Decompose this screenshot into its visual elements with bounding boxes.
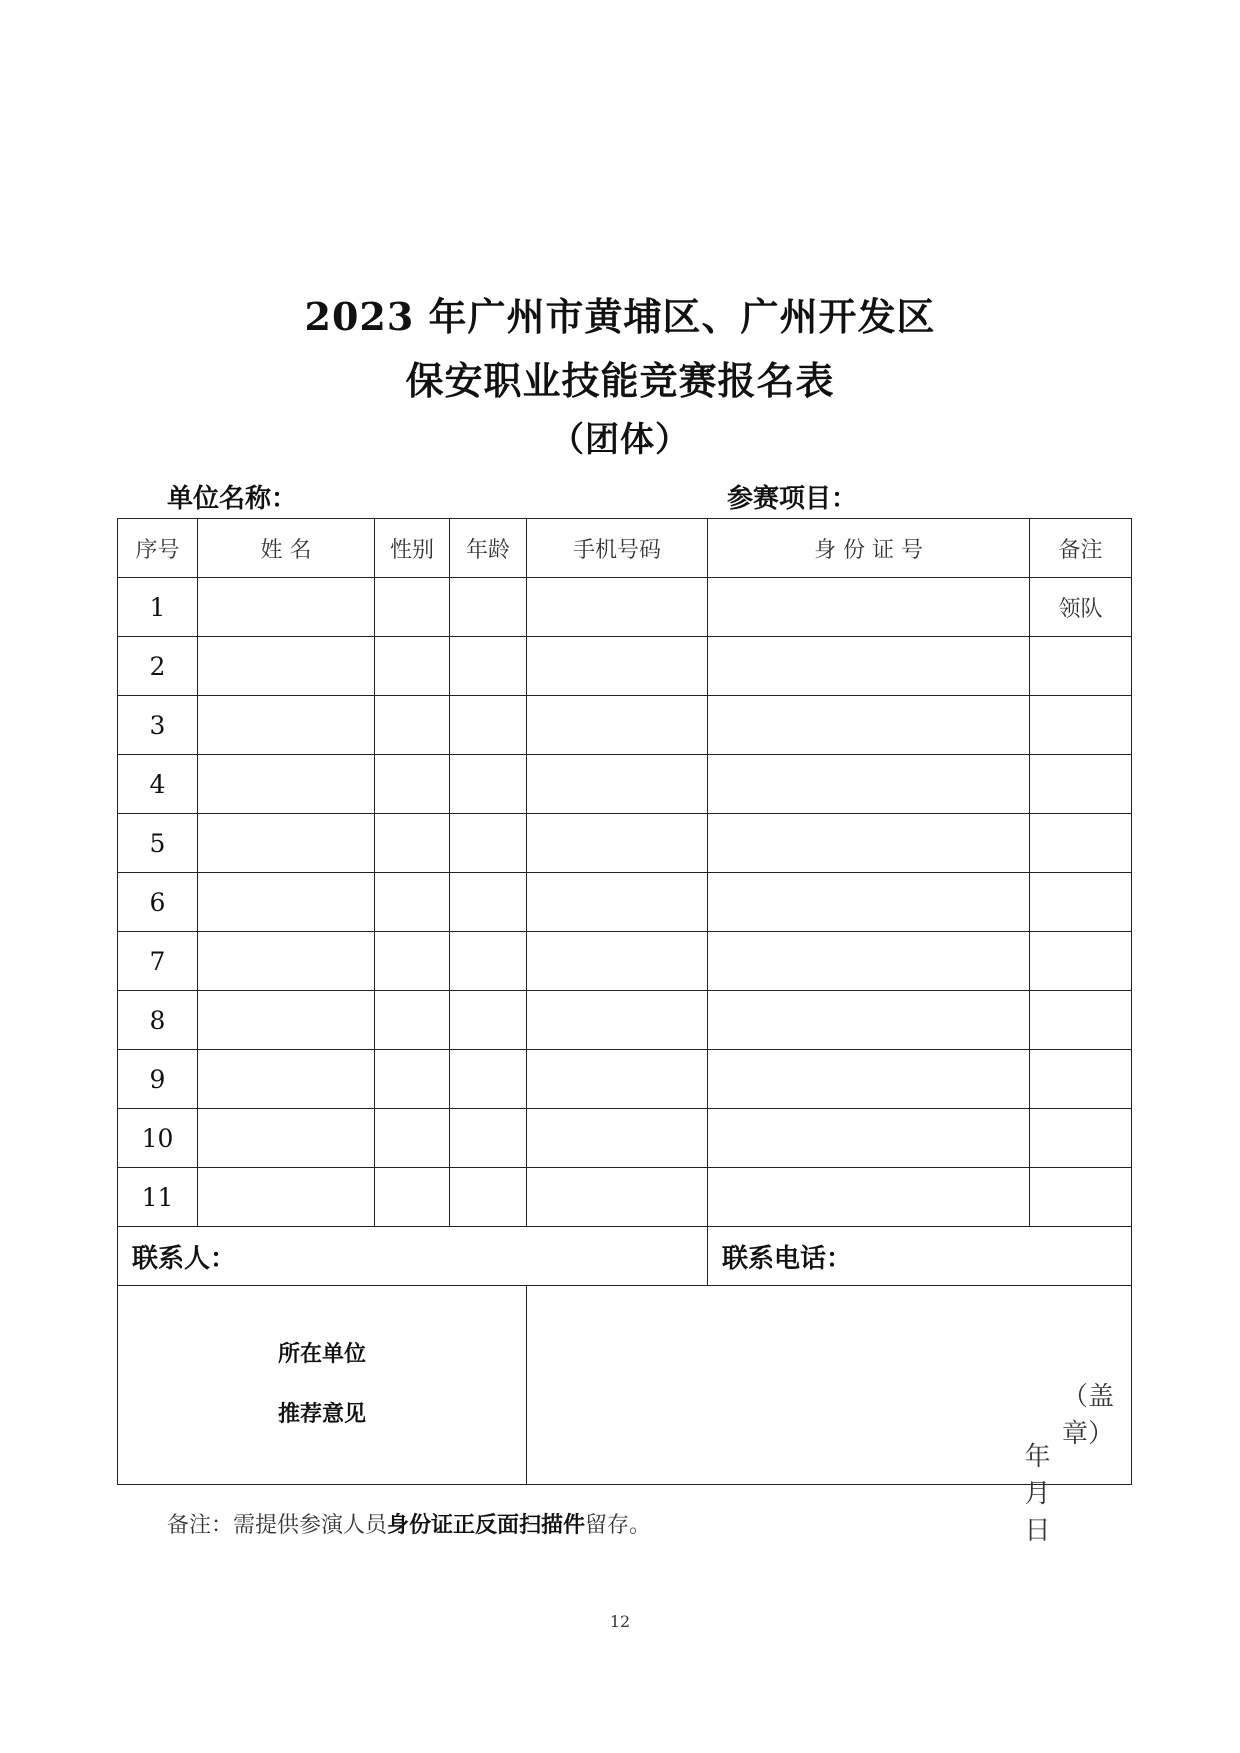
- row-age-cell[interactable]: [450, 1050, 527, 1109]
- footnote-bold: 身份证正反面扫描件: [387, 1513, 586, 1538]
- row-note-cell[interactable]: [1030, 1050, 1132, 1109]
- table-row: [118, 755, 1132, 814]
- row-number: 5: [118, 814, 198, 873]
- row-name-cell[interactable]: [198, 1050, 375, 1109]
- row-note-cell[interactable]: [1030, 637, 1132, 696]
- row-number: 9: [118, 1050, 198, 1109]
- footnote-prefix: 备注：需提供参演人员: [167, 1513, 388, 1538]
- row-note-cell[interactable]: 领队: [1030, 578, 1132, 637]
- row-name-cell[interactable]: [198, 814, 375, 873]
- table-row: [118, 873, 1132, 932]
- row-gender-cell[interactable]: [375, 873, 450, 932]
- row-gender-cell[interactable]: [375, 814, 450, 873]
- table-row: [118, 991, 1132, 1050]
- row-note-cell[interactable]: [1030, 873, 1132, 932]
- row-phone-cell[interactable]: [527, 1109, 708, 1168]
- row-number: 6: [118, 873, 198, 932]
- row-name-cell[interactable]: [198, 637, 375, 696]
- row-phone-cell[interactable]: [527, 637, 708, 696]
- row-number: 8: [118, 991, 198, 1050]
- row-number: 7: [118, 932, 198, 991]
- header-age: 年龄: [450, 519, 527, 578]
- row-gender-cell[interactable]: [375, 932, 450, 991]
- row-gender-cell[interactable]: [375, 578, 450, 637]
- row-name-cell[interactable]: [198, 873, 375, 932]
- table-row: [118, 1109, 1132, 1168]
- row-phone-cell[interactable]: [527, 873, 708, 932]
- footnote-suffix: 留存。: [585, 1513, 652, 1538]
- row-id-cell[interactable]: [708, 1050, 1030, 1109]
- row-note-cell[interactable]: [1030, 755, 1132, 814]
- header-seq: 序号: [118, 519, 198, 578]
- event-label: 参赛项目：: [727, 484, 858, 514]
- row-age-cell[interactable]: [450, 814, 527, 873]
- row-note-cell[interactable]: [1030, 932, 1132, 991]
- contact-person-label: 联系人：: [118, 1227, 708, 1286]
- row-phone-cell[interactable]: [527, 932, 708, 991]
- row-note-cell[interactable]: [1030, 1168, 1132, 1227]
- row-id-cell[interactable]: [708, 991, 1030, 1050]
- row-note-cell[interactable]: [1030, 1109, 1132, 1168]
- row-name-cell[interactable]: [198, 932, 375, 991]
- unit-name-label: 单位名称：: [167, 484, 298, 514]
- recommendation-label-line1: 所在单位: [277, 1342, 366, 1367]
- header-id-number: 身 份 证 号: [708, 519, 1030, 578]
- row-gender-cell[interactable]: [375, 991, 450, 1050]
- row-phone-cell[interactable]: [527, 814, 708, 873]
- date-day: 日: [1024, 1516, 1051, 1546]
- header-gender: 性别: [375, 519, 450, 578]
- row-number: 4: [118, 755, 198, 814]
- form-title-line3: （团体）: [550, 420, 690, 460]
- row-number: 3: [118, 696, 198, 755]
- page-number: 12: [609, 1612, 631, 1631]
- row-id-cell[interactable]: [708, 1109, 1030, 1168]
- form-title-line1: 2023 年广州市黄埔区、广州开发区: [304, 294, 936, 339]
- header-phone: 手机号码: [527, 519, 708, 578]
- date-year: 年: [1024, 1442, 1051, 1472]
- recommendation-label-line2: 推荐意见: [277, 1402, 366, 1427]
- row-age-cell[interactable]: [450, 932, 527, 991]
- row-number: 2: [118, 637, 198, 696]
- row-gender-cell[interactable]: [375, 1050, 450, 1109]
- row-number: 10: [118, 1109, 198, 1168]
- row-id-cell[interactable]: [708, 1168, 1030, 1227]
- table-row: [118, 578, 1132, 637]
- row-id-cell[interactable]: [708, 696, 1030, 755]
- row-name-cell[interactable]: [198, 991, 375, 1050]
- recommendation-row: [118, 1286, 1132, 1485]
- row-age-cell[interactable]: [450, 755, 527, 814]
- table-row: [118, 814, 1132, 873]
- row-note-cell[interactable]: [1030, 991, 1132, 1050]
- row-id-cell[interactable]: [708, 578, 1030, 637]
- row-age-cell[interactable]: [450, 991, 527, 1050]
- row-number: 11: [118, 1168, 198, 1227]
- recommendation-label: [118, 1286, 527, 1485]
- date-line: [992, 1436, 1131, 1547]
- contact-row: [118, 1227, 1132, 1286]
- row-note-cell[interactable]: [1030, 696, 1132, 755]
- row-id-cell[interactable]: [708, 637, 1030, 696]
- row-phone-cell[interactable]: [527, 1050, 708, 1109]
- form-title-line2: 保安职业技能竞赛报名表: [405, 358, 835, 403]
- row-age-cell[interactable]: [450, 578, 527, 637]
- footnote: [167, 1508, 651, 1539]
- row-id-cell[interactable]: [708, 755, 1030, 814]
- row-name-cell[interactable]: [198, 1168, 375, 1227]
- row-age-cell[interactable]: [450, 637, 527, 696]
- row-id-cell[interactable]: [708, 814, 1030, 873]
- row-name-cell[interactable]: [198, 578, 375, 637]
- row-phone-cell[interactable]: [527, 755, 708, 814]
- row-number: 1: [118, 578, 198, 637]
- header-name: 姓 名: [198, 519, 375, 578]
- seal-text: （盖章）: [1061, 1382, 1114, 1449]
- table-row: [118, 637, 1132, 696]
- row-id-cell[interactable]: [708, 873, 1030, 932]
- row-name-cell[interactable]: [198, 1109, 375, 1168]
- row-phone-cell[interactable]: [527, 991, 708, 1050]
- row-name-cell[interactable]: [198, 755, 375, 814]
- row-gender-cell[interactable]: [375, 1109, 450, 1168]
- row-phone-cell[interactable]: [527, 1168, 708, 1227]
- row-gender-cell[interactable]: [375, 755, 450, 814]
- row-phone-cell[interactable]: [527, 696, 708, 755]
- table-row: [118, 1168, 1132, 1227]
- date-month: 月: [1024, 1479, 1051, 1509]
- row-gender-cell[interactable]: [375, 637, 450, 696]
- row-age-cell[interactable]: [450, 873, 527, 932]
- row-gender-cell[interactable]: [375, 1168, 450, 1227]
- row-id-cell[interactable]: [708, 932, 1030, 991]
- row-phone-cell[interactable]: [527, 578, 708, 637]
- table-row: [118, 696, 1132, 755]
- row-age-cell[interactable]: [450, 1168, 527, 1227]
- row-age-cell[interactable]: [450, 1109, 527, 1168]
- table-row: [118, 932, 1132, 991]
- table-row: [118, 1050, 1132, 1109]
- contact-phone-label: 联系电话：: [708, 1227, 1132, 1286]
- row-name-cell[interactable]: [198, 696, 375, 755]
- row-note-cell[interactable]: [1030, 814, 1132, 873]
- header-note: 备注: [1030, 519, 1132, 578]
- row-gender-cell[interactable]: [375, 696, 450, 755]
- row-age-cell[interactable]: [450, 696, 527, 755]
- table-header-row: [118, 519, 1132, 578]
